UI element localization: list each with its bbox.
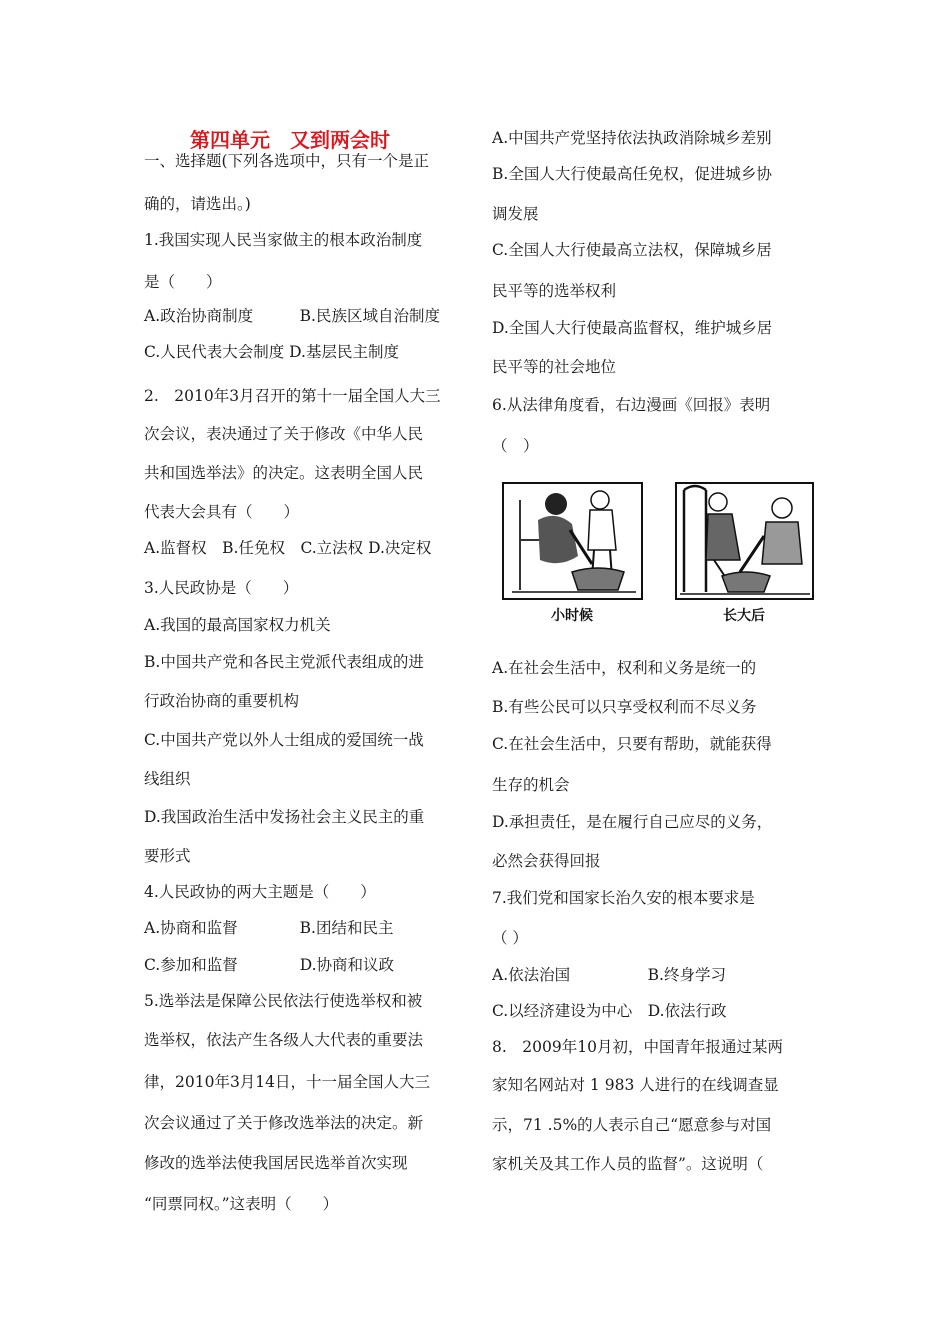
question-4: 4.人民政协的两大主题是（ ） xyxy=(144,883,376,901)
option-line: A.中国共产党坚持依法执政消除城乡差别 xyxy=(492,129,772,147)
cartoon-panel-childhood xyxy=(503,483,642,599)
text-line: 调发展 xyxy=(492,205,539,223)
caption-adulthood: 长大后 xyxy=(723,608,765,624)
question-1: 1.我国实现人民当家做主的根本政治制度 xyxy=(144,231,423,249)
option-line: C.全国人大行使最高立法权，保障城乡居 xyxy=(492,241,772,259)
option-line: B.有些公民可以只享受权利而不尽义务 xyxy=(492,698,757,716)
option-line: A.协商和监督 B.团结和民主 xyxy=(144,919,394,937)
option-line: D.承担责任，是在履行自己应尽的义务， xyxy=(492,813,773,831)
question-8: 8. 2009年10月初，中国青年报通过某两 xyxy=(492,1038,783,1056)
text-line: 家机关及其工作人员的监督”。这说明（ xyxy=(492,1155,764,1173)
question-7: 7.我们党和国家长治久安的根本要求是 xyxy=(492,889,755,907)
text-line: 线组织 xyxy=(144,770,191,788)
option-line: C.参加和监督 D.协商和议政 xyxy=(144,956,395,974)
option-line: A.依法治国 B.终身学习 xyxy=(492,966,726,984)
text-line: 共和国选举法》的决定。这表明全国人民 xyxy=(144,464,424,482)
text-line: 必然会获得回报 xyxy=(492,852,601,870)
page-title: 第四单元 又到两会时 xyxy=(190,128,390,152)
caption-childhood: 小时候 xyxy=(551,608,593,624)
option-line: A.我国的最高国家权力机关 xyxy=(144,616,331,634)
text-line: 家知名网站对 1 983 人进行的在线调查显 xyxy=(492,1076,779,1094)
question-3: 3.人民政协是（ ） xyxy=(144,579,299,597)
text-line: 代表大会具有（ ） xyxy=(144,503,300,521)
option-line: C.以经济建设为中心 D.依法行政 xyxy=(492,1002,727,1020)
option-line: B.中国共产党和各民主党派代表组成的进 xyxy=(144,653,424,671)
text-line: 次会议通过了关于修改选举法的决定。新 xyxy=(144,1114,424,1132)
option-line: D.我国政治生活中发扬社会主义民主的重 xyxy=(144,808,425,826)
text-line: 民平等的选举权利 xyxy=(492,282,617,300)
option-line: A.监督权 B.任免权 C.立法权 D.决定权 xyxy=(144,539,432,557)
text-line: 次会议，表决通过了关于修改《中华人民 xyxy=(144,425,424,443)
text-line: 一、选择题(下列各选项中，只有一个是正 xyxy=(144,152,430,170)
option-line: C.中国共产党以外人士组成的爱国统一战 xyxy=(144,731,424,749)
text-line: 要形式 xyxy=(144,847,191,865)
text-line: 行政治协商的重要机构 xyxy=(144,692,300,710)
cartoon-image xyxy=(500,480,816,628)
text-line: 选举权，依法产生各级人大代表的重要法 xyxy=(144,1031,424,1049)
text-line: 示，71 .5%的人表示自己“愿意参与对国 xyxy=(492,1116,772,1134)
text-line: 是（ ） xyxy=(144,273,222,291)
option-line: D.全国人大行使最高监督权，维护城乡居 xyxy=(492,319,773,337)
option-line: A.政治协商制度 B.民族区域自治制度 xyxy=(144,307,440,325)
text-line: 生存的机会 xyxy=(492,776,570,794)
question-6: 6.从法律角度看，右边漫画《回报》表明 xyxy=(492,396,771,414)
text-line: 确的，请选出。) xyxy=(144,195,251,213)
text-line: （ ） xyxy=(492,929,528,947)
text-line: 修改的选举法使我国居民选举首次实现 xyxy=(144,1154,408,1172)
text-line: （ ） xyxy=(492,437,539,455)
text-line: 民平等的社会地位 xyxy=(492,358,617,376)
option-line: A.在社会生活中，权利和义务是统一的 xyxy=(492,659,757,677)
text-line: 律，2010年3月14日，十一届全国人大三 xyxy=(144,1073,431,1091)
question-5: 5.选举法是保障公民依法行使选举权和被 xyxy=(144,992,423,1010)
cartoon-panel-adulthood xyxy=(676,483,813,599)
text-line: “同票同权。”这表明（ ） xyxy=(144,1195,339,1213)
option-line: C.在社会生活中，只要有帮助，就能获得 xyxy=(492,735,772,753)
question-2: 2. 2010年3月召开的第十一届全国人大三 xyxy=(144,387,441,405)
option-line: B.全国人大行使最高任免权，促进城乡协 xyxy=(492,165,772,183)
option-line: C.人民代表大会制度 D.基层民主制度 xyxy=(144,343,399,361)
